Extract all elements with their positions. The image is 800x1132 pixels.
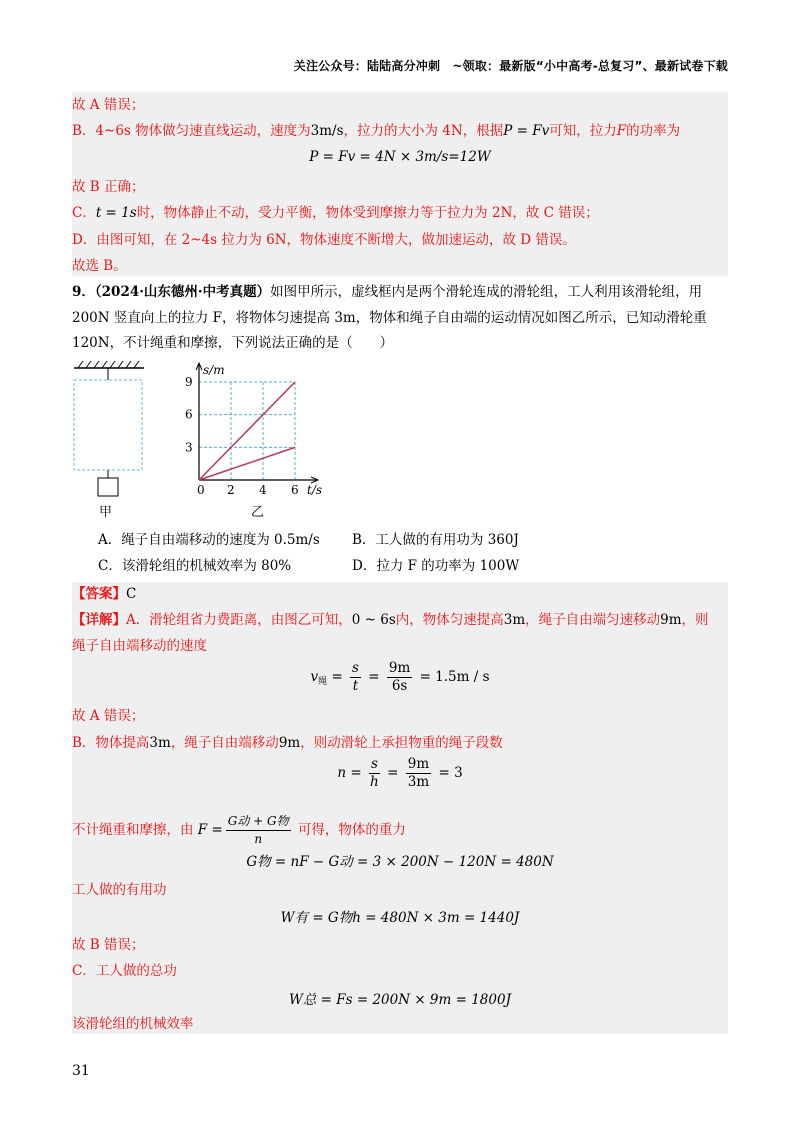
question-line-3: 120N，不计绳重和摩擦，下列说法正确的是（ ） [72,335,394,351]
detail-a-line-2: 绳子自由端移动的速度 [72,638,207,654]
y-tick-label: 3 [185,440,193,455]
question-line-1: 9．（2024·山东德州·中考真题）如图甲所示，虚线框内是两个滑轮连成的滑轮组，工人利用该滑轮组，用 [72,284,703,300]
option-c: C．该滑轮组的机械效率为 80% [98,558,292,574]
prev-line-1: 故 A 错误； [72,97,145,113]
x-tick-label: 0 [197,483,205,497]
page-number: 31 [72,1063,90,1079]
x-tick-label: 6 [291,483,299,497]
detail-a-conclusion: 故 A 错误； [72,708,145,724]
prev-line-6: 故选 B。 [72,258,127,274]
question-line-2: 200N 竖直向上的拉力 F，将物体匀速提高 3m，物体和绳子自由端的运动情况如图乙所示，已知动滑轮重 [72,310,707,326]
pulley-figure-jia [74,361,144,520]
page-header: 关注公众号：陆陆高分冲刺 ~领取：最新版“小中高考-总复习”、最新试卷下载 [293,59,728,73]
series-line [199,447,295,480]
label-yi: 乙 [251,505,265,520]
detail-c-line-2: 该滑轮组的机械效率 [72,1016,194,1032]
formula-rope-segments: n = $\frac{s}{h}$ = $\frac{9m}{3m}$ = 3 [337,756,463,790]
prev-line-3: 故 B 正确； [72,179,145,195]
chart-yi [185,363,322,520]
detail-a-line-1: 【详解】A．滑轮组省力费距离，由图乙可知，0 ~ 6s内，物体匀速提高3m，绳子自由端匀速移动9m，则 [72,612,709,628]
formula-object-weight: G物 = nF − G动 = 3 × 200N − 120N = 480N [246,854,554,870]
y-tick-label: 6 [185,407,193,422]
option-a: A．绳子自由端移动的速度为 0.5m/s [98,532,320,548]
prev-formula-power: P = Fv = 4N × 3m/s=12W [309,149,491,165]
y-axis-label: s/m [203,363,225,377]
detail-b-line-3: 工人做的有用功 [72,882,167,898]
option-d: D．拉力 F 的功率为 100W [352,558,520,574]
detail-b-line-2: 不计绳重和摩擦，由 F = $\frac{\text{G动 + G物}}{n}$ 可得，物体的重力 [72,814,406,846]
prev-line-5: D．由图可知，在 2~4s 拉力为 6N，物体速度不断增大，做加速运动，故 D 错误。 [72,232,576,248]
label-jia: 甲 [99,505,113,520]
x-tick-label: 4 [259,483,267,497]
option-b: B．工人做的有用功为 360J [352,532,519,548]
x-axis-label: t/s [307,483,323,497]
prev-line-4: C．t = 1s时，物体静止不动，受力平衡，物体受到摩擦力等于拉力为 2N，故 C 错误； [72,205,599,221]
question-diagram [66,356,346,522]
y-tick-label: 9 [185,375,193,389]
detail-b-conclusion: 故 B 错误； [72,937,145,953]
prev-line-2: B．4~6s 物体做匀速直线运动，速度为3m/s，拉力的大小为 4N，根据P = Fv可知，拉力F的功率为 [72,123,681,139]
x-tick-label: 2 [227,483,235,497]
detail-b-line-1: B．物体提高3m，绳子自由端移动9m，则动滑轮上承担物重的绳子段数 [72,735,503,751]
detail-c-line-1: C．工人做的总功 [72,963,177,979]
formula-total-work: W总 = Fs = 200N × 9m = 1800J [289,992,511,1008]
formula-velocity: $v_绳$ = $\frac{s}{t}$ = $\frac{9m}{6s}$ = 1.5m / s [310,660,490,694]
answer-line: 【答案】C [72,586,137,602]
series-line [199,382,295,480]
formula-useful-work: W有 = G物h = 480N × 3m = 1440J [280,910,520,926]
